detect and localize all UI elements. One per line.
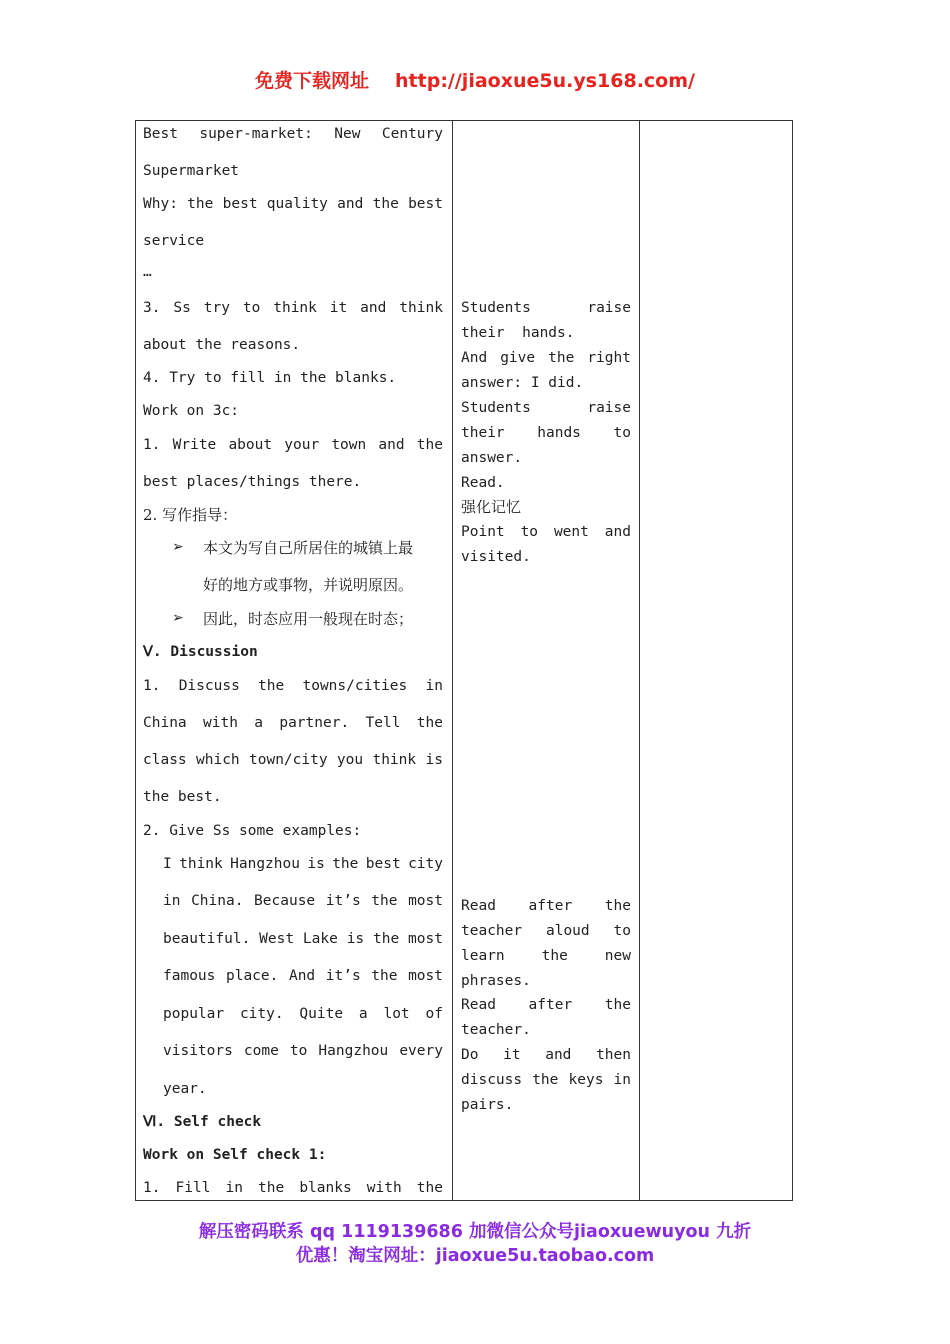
word: Century: [381, 126, 443, 142]
word: the: [258, 1180, 285, 1196]
word: the: [416, 437, 443, 453]
activity-line: visited.: [461, 549, 531, 565]
word: come: [243, 1043, 279, 1059]
discussion-line-4: the best.: [143, 789, 222, 805]
word: Tell: [365, 715, 401, 731]
activity-line: [461, 299, 631, 317]
word: think: [399, 300, 443, 316]
item3-line: [143, 299, 443, 317]
word: beautiful.: [163, 931, 251, 947]
word: in: [425, 678, 443, 694]
word: keys: [568, 1072, 604, 1088]
activity-line: [461, 523, 631, 541]
arrow-bullet-icon: ➢: [172, 539, 184, 555]
word: about: [228, 437, 273, 453]
fill-blanks-line: [143, 1179, 443, 1197]
word: West: [259, 931, 295, 947]
word: super-market:: [199, 126, 313, 142]
activity-line: [461, 399, 631, 417]
write-continuation: best places/things there.: [143, 474, 362, 490]
activity-line: answer.: [461, 450, 523, 466]
word: think: [372, 752, 417, 768]
word: Lake: [302, 931, 338, 947]
activity-line: Read.: [461, 475, 505, 491]
word: the: [373, 931, 400, 947]
word: town: [331, 437, 367, 453]
word: Because: [254, 893, 316, 909]
word: discuss: [461, 1072, 523, 1088]
word: Students: [461, 300, 531, 316]
word: after: [528, 898, 573, 914]
activity-line: [461, 897, 631, 915]
ellipsis-text: …: [143, 264, 152, 280]
example-line-2: [163, 892, 443, 910]
word: New: [334, 126, 361, 142]
word: most: [408, 968, 443, 984]
word: and: [604, 524, 631, 540]
word: give: [500, 350, 536, 366]
column-divider: [452, 121, 453, 1200]
word: every: [399, 1043, 443, 1059]
word: their: [461, 425, 505, 441]
word: the: [532, 1072, 559, 1088]
word: Point: [461, 524, 505, 540]
word: to: [613, 425, 631, 441]
column-divider: [639, 121, 640, 1200]
activity-line: [461, 1046, 631, 1064]
footer-wechat-label: 加微信公众号: [469, 1222, 575, 1242]
word: is: [307, 856, 325, 872]
word: the: [332, 856, 359, 872]
word: place.: [225, 968, 279, 984]
word: teacher: [461, 923, 523, 939]
word: Write: [172, 437, 217, 453]
word: China: [143, 715, 187, 731]
word: best: [222, 196, 258, 212]
word: you: [336, 752, 364, 768]
word: best: [365, 856, 401, 872]
discussion-heading: Ⅴ. Discussion: [143, 644, 258, 660]
word: blanks: [299, 1180, 352, 1196]
word: Ss: [173, 300, 191, 316]
activity-line: [461, 922, 631, 940]
self-check-heading: Ⅵ. Self check: [143, 1114, 262, 1130]
word: I: [163, 856, 172, 872]
word: the: [416, 1180, 443, 1196]
word: and: [337, 196, 364, 212]
word: famous: [163, 968, 216, 984]
item3-continuation: about the reasons.: [143, 337, 301, 353]
word: Students: [461, 400, 531, 416]
word: quality: [266, 196, 328, 212]
activity-line: [461, 424, 631, 442]
word: and: [545, 1047, 572, 1063]
word: Why:: [143, 196, 178, 212]
word: think: [273, 300, 317, 316]
word: a: [358, 1006, 368, 1022]
activity-line: [461, 1071, 631, 1089]
word: went: [553, 524, 589, 540]
word: which: [196, 752, 240, 768]
footer-taobao-label: 优惠！淘宝网址：: [295, 1246, 436, 1266]
word: it: [329, 300, 348, 316]
word: the: [541, 948, 568, 964]
word: the: [548, 350, 575, 366]
word: and: [378, 437, 405, 453]
word: the: [604, 997, 631, 1013]
bullet2-text: 因此，时态应用一般现在时态；: [203, 610, 414, 628]
item4-text: 4. Try to fill in the blanks.: [143, 370, 397, 386]
word: Read: [461, 997, 496, 1013]
word: a: [254, 715, 263, 731]
why-line: [143, 195, 443, 213]
word: raise: [587, 400, 631, 416]
service-text: service: [143, 233, 205, 249]
word: after: [528, 997, 573, 1013]
header-label: 免费下载网址: [255, 70, 370, 92]
activity-line: [461, 947, 631, 965]
footer-taobao-link[interactable]: jiaoxue5u.taobao.com: [435, 1246, 655, 1266]
word: right: [587, 350, 631, 366]
example-line-4: [163, 967, 443, 985]
word: to: [613, 923, 631, 939]
word: Do: [461, 1047, 479, 1063]
activity-line: answer: I did.: [461, 375, 584, 391]
word: it’s: [325, 968, 361, 984]
word: towns/cities: [302, 678, 408, 694]
word: And: [288, 968, 316, 984]
work-on-3c: Work on 3c:: [143, 403, 240, 419]
word: then: [596, 1047, 631, 1063]
word: the: [372, 196, 399, 212]
word: the: [371, 968, 398, 984]
word: 3.: [143, 300, 161, 316]
word: hands: [537, 425, 581, 441]
word: most: [408, 931, 443, 947]
word: city: [408, 856, 443, 872]
word: is: [425, 752, 443, 768]
word: Hangzhou: [318, 1043, 389, 1059]
word: new: [604, 948, 631, 964]
word: Best: [143, 126, 178, 142]
footer-wechat-id: jiaoxuewuyou: [574, 1222, 710, 1242]
bullet1-text: 本文为写自己所居住的城镇上最: [203, 539, 414, 557]
activity-line: teacher.: [461, 1022, 531, 1038]
word: 1.: [143, 1180, 161, 1196]
footer-prefix: 解压密码联系: [198, 1222, 304, 1242]
word: class: [143, 752, 187, 768]
word: 1.: [143, 678, 161, 694]
word: best: [408, 196, 443, 212]
word: 1.: [143, 437, 161, 453]
word: is: [346, 931, 365, 947]
word: Quite: [299, 1006, 344, 1022]
bullet1-continuation: 好的地方或事物，并说明原因。: [203, 576, 414, 594]
word: with: [366, 1180, 402, 1196]
word: try: [203, 300, 230, 316]
word: think: [179, 856, 223, 872]
word: the: [371, 893, 398, 909]
discussion-line-2: [143, 714, 443, 732]
word: city.: [239, 1006, 284, 1022]
word: aloud: [545, 923, 590, 939]
work-on-self-check: Work on Self check 1:: [143, 1147, 327, 1163]
word: the: [604, 898, 631, 914]
word: And: [461, 350, 488, 366]
footer-discount: 九折: [716, 1222, 752, 1242]
page-header: [0, 66, 950, 93]
word: the: [187, 196, 214, 212]
word: it: [503, 1047, 521, 1063]
word: in: [163, 893, 181, 909]
word: lot: [383, 1006, 410, 1022]
discussion-line-3: [143, 751, 443, 769]
word: Discuss: [178, 678, 240, 694]
word: popular: [163, 1006, 225, 1022]
example-line-3: [163, 930, 443, 948]
word: partner.: [279, 715, 350, 731]
word: in: [613, 1072, 631, 1088]
word: learn: [461, 948, 505, 964]
word: it’s: [325, 893, 361, 909]
word: Hangzhou: [230, 856, 300, 872]
word: most: [408, 893, 443, 909]
word: and: [360, 300, 387, 316]
write-line: [143, 436, 443, 454]
word: to: [289, 1043, 308, 1059]
best-supermarket-line: [143, 125, 443, 143]
supermarket-text: Supermarket: [143, 163, 240, 179]
word: with: [203, 715, 238, 731]
word: Read: [461, 898, 496, 914]
activity-line: 强化记忆: [461, 498, 522, 516]
word: your: [284, 437, 320, 453]
word: the: [258, 678, 285, 694]
activity-line: phrases.: [461, 973, 531, 989]
arrow-bullet-icon: ➢: [172, 610, 184, 626]
example-line-6: [163, 1042, 443, 1060]
example-line-1: [163, 855, 443, 873]
word: Fill: [175, 1180, 211, 1196]
give-examples: 2. Give Ss some examples:: [143, 823, 362, 839]
word: of: [425, 1006, 443, 1022]
activity-line: their hands.: [461, 325, 575, 341]
example-line-5: [163, 1005, 443, 1023]
footer-line-2: [0, 1242, 950, 1267]
word: town/city: [249, 752, 328, 768]
activity-line: pairs.: [461, 1097, 514, 1113]
example-line-7: year.: [163, 1081, 207, 1097]
footer-line-1: [0, 1218, 950, 1243]
word: the: [416, 715, 443, 731]
activity-line: [461, 349, 631, 367]
footer-qq: qq 1119139686: [310, 1222, 463, 1242]
header-url-link[interactable]: http://jiaoxue5u.ys168.com/: [395, 70, 695, 92]
writing-guide-heading: 2. 写作指导：: [143, 506, 238, 524]
word: China.: [191, 893, 244, 909]
discussion-line-1: [143, 677, 443, 695]
word: in: [225, 1180, 243, 1196]
word: to: [242, 300, 261, 316]
word: raise: [587, 300, 631, 316]
word: visitors: [163, 1043, 233, 1059]
activity-line: [461, 996, 631, 1014]
word: to: [520, 524, 539, 540]
